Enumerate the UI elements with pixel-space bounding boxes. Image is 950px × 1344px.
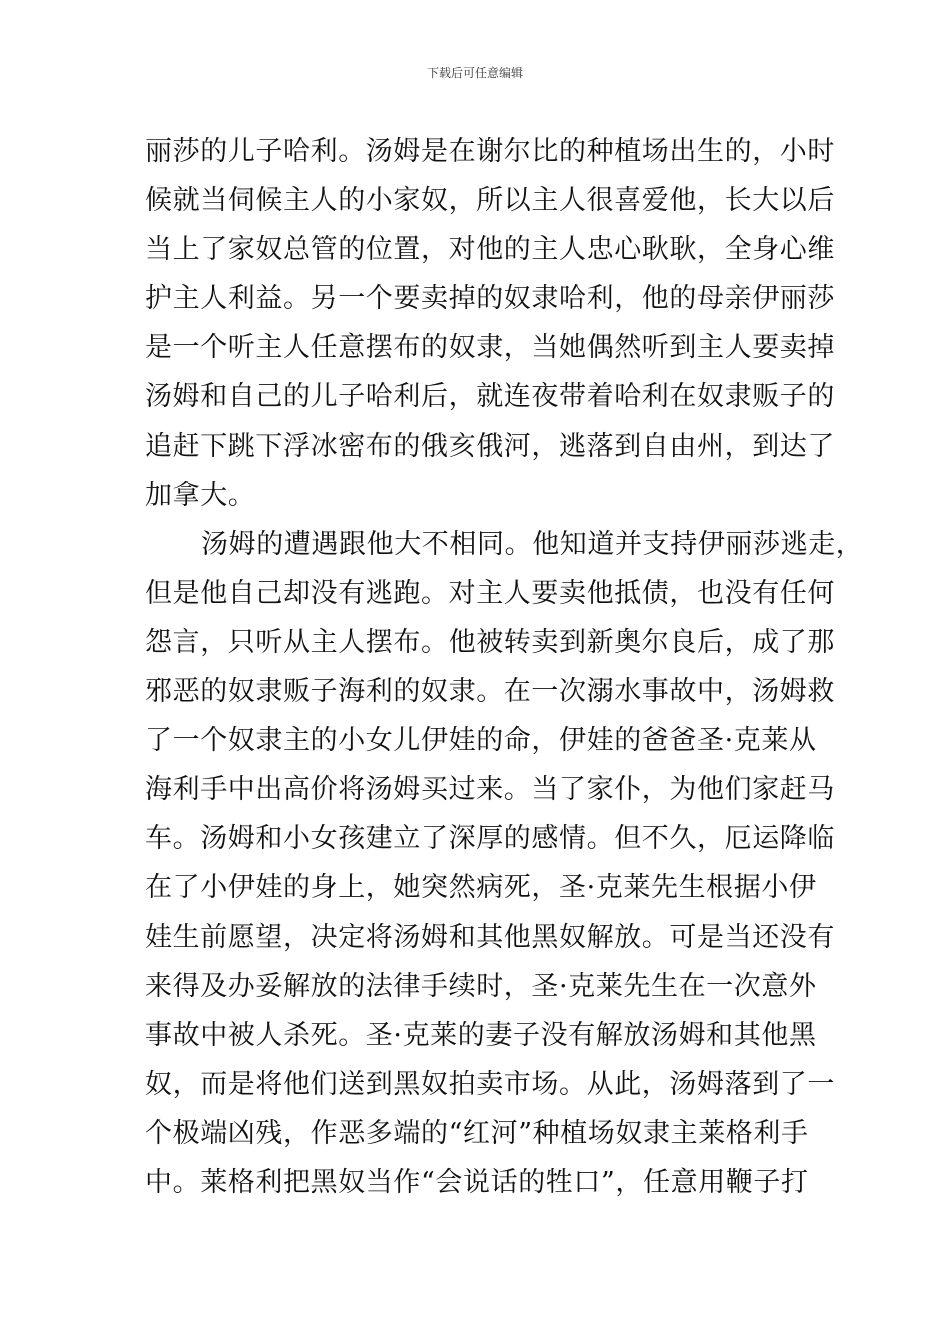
text-line: 丽莎的儿子哈利。汤姆是在谢尔比的种植场出生的，小时 <box>145 136 835 167</box>
text-line: 追赶下跳下浮冰密布的俄亥俄河，逃落到自由州，到达了 <box>145 430 835 462</box>
text-line: 是一个听主人任意摆布的奴隶，当她偶然听到主人要卖掉 <box>145 332 835 364</box>
text-line: 怨言，只听从主人摆布。他被转卖到新奥尔良后，成了那 <box>145 626 835 658</box>
text-line: 娃生前愿望，决定将汤姆和其他黑奴解放。可是当还没有 <box>145 921 835 953</box>
text-line: 但是他自己却没有逃跑。对主人要卖他抵债，也没有任何 <box>145 577 835 609</box>
text-line: 汤姆和自己的儿子哈利后，就连夜带着哈利在奴隶贩子的 <box>145 381 835 413</box>
document-body <box>145 127 864 1207</box>
text-line: 个极端凶残，作恶多端的“红河”种植场奴隶主莱格利手 <box>145 1117 809 1149</box>
text-line: 候就当伺候主人的小家奴，所以主人很喜爱他，长大以后 <box>145 185 835 217</box>
text-line: 当上了家奴总管的位置，对他的主人忠心耿耿，全身心维 <box>145 234 835 266</box>
paragraph-first-line: 汤姆的遭遇跟他大不相同。他知道并支持伊丽莎逃走， <box>201 528 864 560</box>
page-header: 下载后可任意编辑 <box>426 66 523 80</box>
text-line: 事故中被人杀死。圣·克莱的妻子没有解放汤姆和其他黑 <box>145 1019 817 1051</box>
text-line: 来得及办妥解放的法律手续时，圣·克莱先生在一次意外 <box>145 970 817 1002</box>
text-line: 加拿大。 <box>145 479 256 511</box>
text-line: 了一个奴隶主的小女儿伊娃的命，伊娃的爸爸圣·克莱从 <box>145 725 817 757</box>
text-line: 车。汤姆和小女孩建立了深厚的感情。但不久，厄运降临 <box>145 823 835 855</box>
text-line: 护主人利益。另一个要卖掉的奴隶哈利，他的母亲伊丽莎 <box>145 283 835 315</box>
text-line: 海利手中出高价将汤姆买过来。当了家仆，为他们家赶马 <box>145 774 835 806</box>
text-line: 中。莱格利把黑奴当作“会说话的牲口”，任意用鞭子打 <box>145 1166 809 1198</box>
text-line: 在了小伊娃的身上，她突然病死，圣·克莱先生根据小伊 <box>145 872 817 904</box>
text-line: 邪恶的奴隶贩子海利的奴隶。在一次溺水事故中，汤姆救 <box>145 676 835 708</box>
text-line: 奴，而是将他们送到黑奴拍卖市场。从此，汤姆落到了一 <box>145 1068 835 1100</box>
